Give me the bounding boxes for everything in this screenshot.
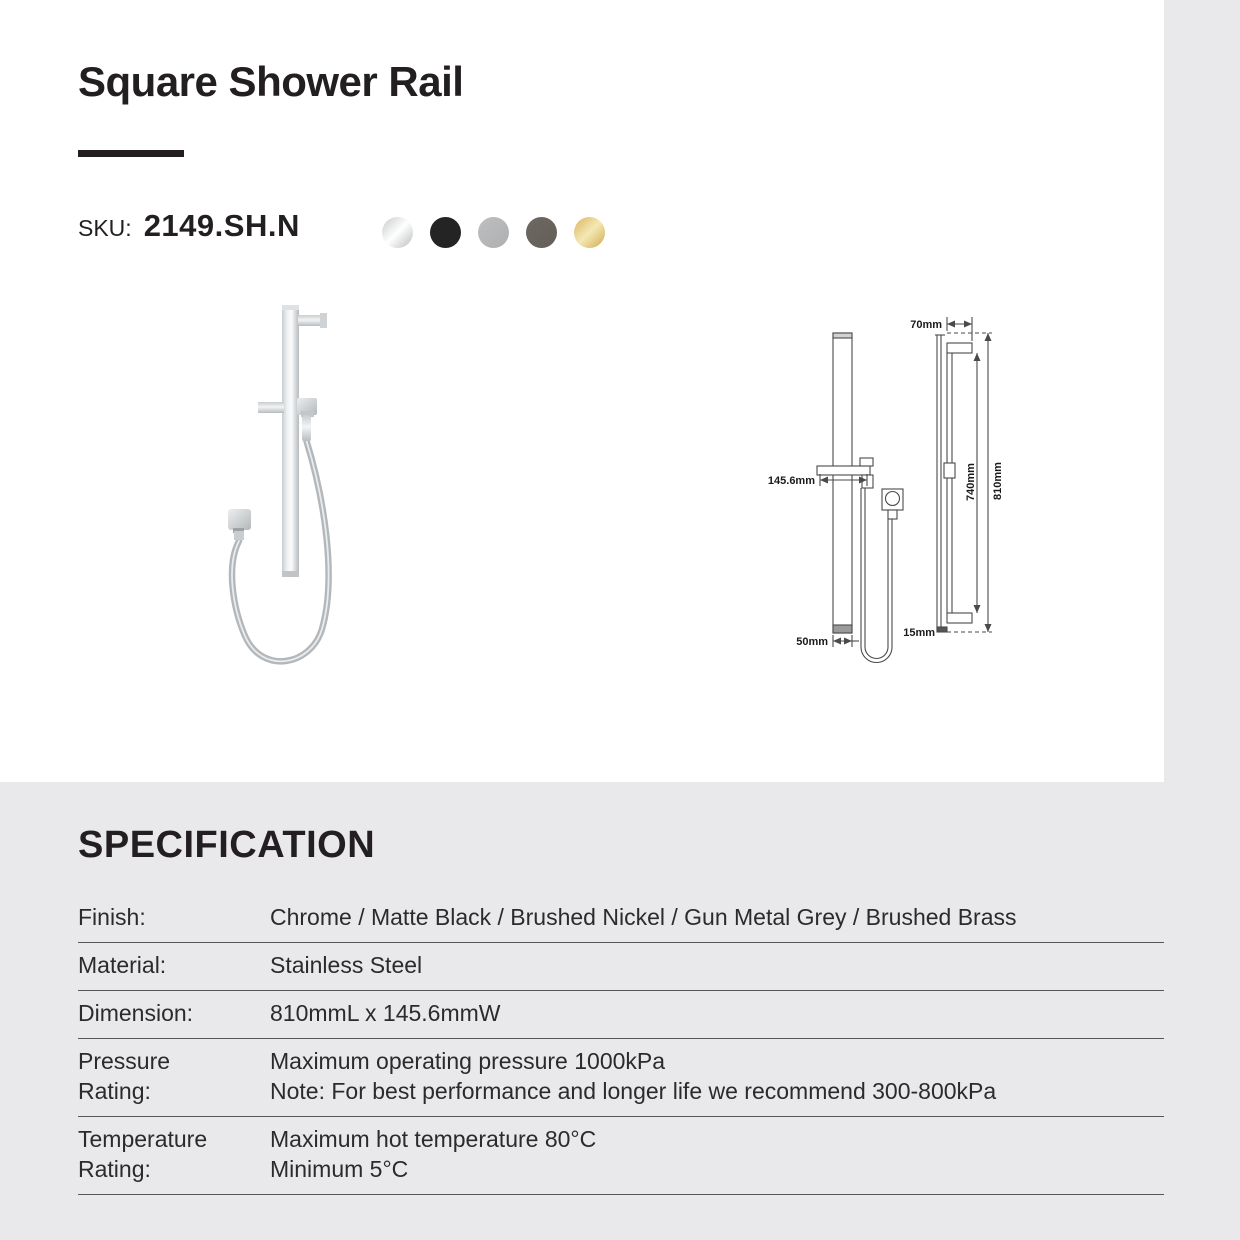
finish-swatch-gun-metal-grey — [526, 217, 557, 248]
finish-swatch-brushed-brass — [574, 217, 605, 248]
spec-row-material — [78, 943, 1164, 991]
drawing-front-bracket — [817, 466, 870, 475]
finish-swatch-brushed-nickel — [478, 217, 509, 248]
drawing-front-rail — [833, 333, 852, 633]
dim-rail-width: 50mm — [796, 636, 828, 648]
spec-label: Dimension: — [78, 1000, 194, 1026]
drawing-side-bottom-bracket — [947, 613, 972, 623]
sku-value: 2149.SH.N — [143, 208, 300, 243]
spec-value: Stainless Steel — [270, 952, 423, 978]
spec-value-line: Minimum 5°C — [270, 1156, 409, 1182]
photo-slider-bracket — [258, 402, 284, 413]
photo-rail — [282, 305, 299, 577]
spec-value-line: Note: For best performance and longer life we recommend 300-800kPa — [270, 1078, 997, 1104]
spec-label: Material: — [78, 952, 167, 978]
photo-wall-elbow — [228, 509, 251, 530]
spec-label: Temperature Rating: — [78, 1126, 208, 1182]
dim-bracket-depth: 70mm — [910, 319, 942, 331]
dim-inner-length: 740mm — [965, 463, 977, 501]
spec-row-finish — [78, 895, 1164, 943]
dim-overall-length: 810mm — [992, 462, 1004, 500]
specification-section — [78, 824, 1164, 1195]
product-photo — [160, 295, 440, 695]
spec-row-temperature-rating — [78, 1117, 1164, 1195]
sku-label: SKU: — [78, 215, 132, 241]
specification-table — [78, 895, 1164, 1195]
title-underline — [78, 150, 184, 157]
finish-swatches — [382, 217, 605, 248]
photo-hose — [232, 441, 329, 661]
spec-row-dimension — [78, 991, 1164, 1039]
spec-value-line: Maximum operating pressure 1000kPa — [270, 1048, 666, 1074]
finish-swatch-matte-black — [430, 217, 461, 248]
technical-drawing — [755, 295, 1015, 685]
spec-value-line: Maximum hot temperature 80°C — [270, 1126, 597, 1152]
spec-value — [270, 1124, 1164, 1184]
spec-label: Finish: — [78, 904, 146, 930]
drawing-side-top-bracket — [947, 343, 972, 353]
finish-swatch-chrome — [382, 217, 413, 248]
sku-row — [78, 208, 300, 244]
dim-bracket-width: 145.6mm — [767, 475, 815, 487]
dim-wall-offset: 15mm — [903, 627, 935, 639]
spec-value: 810mmL x 145.6mmW — [270, 1000, 501, 1026]
spec-row-pressure-rating — [78, 1039, 1164, 1117]
spec-label: Pressure Rating: — [78, 1048, 171, 1104]
spec-value — [270, 1046, 1164, 1106]
specification-heading: SPECIFICATION — [78, 824, 376, 866]
spec-value: Chrome / Matte Black / Brushed Nickel / Gun Metal Grey / Brushed Brass — [270, 904, 1017, 930]
page-title: Square Shower Rail — [78, 58, 464, 105]
